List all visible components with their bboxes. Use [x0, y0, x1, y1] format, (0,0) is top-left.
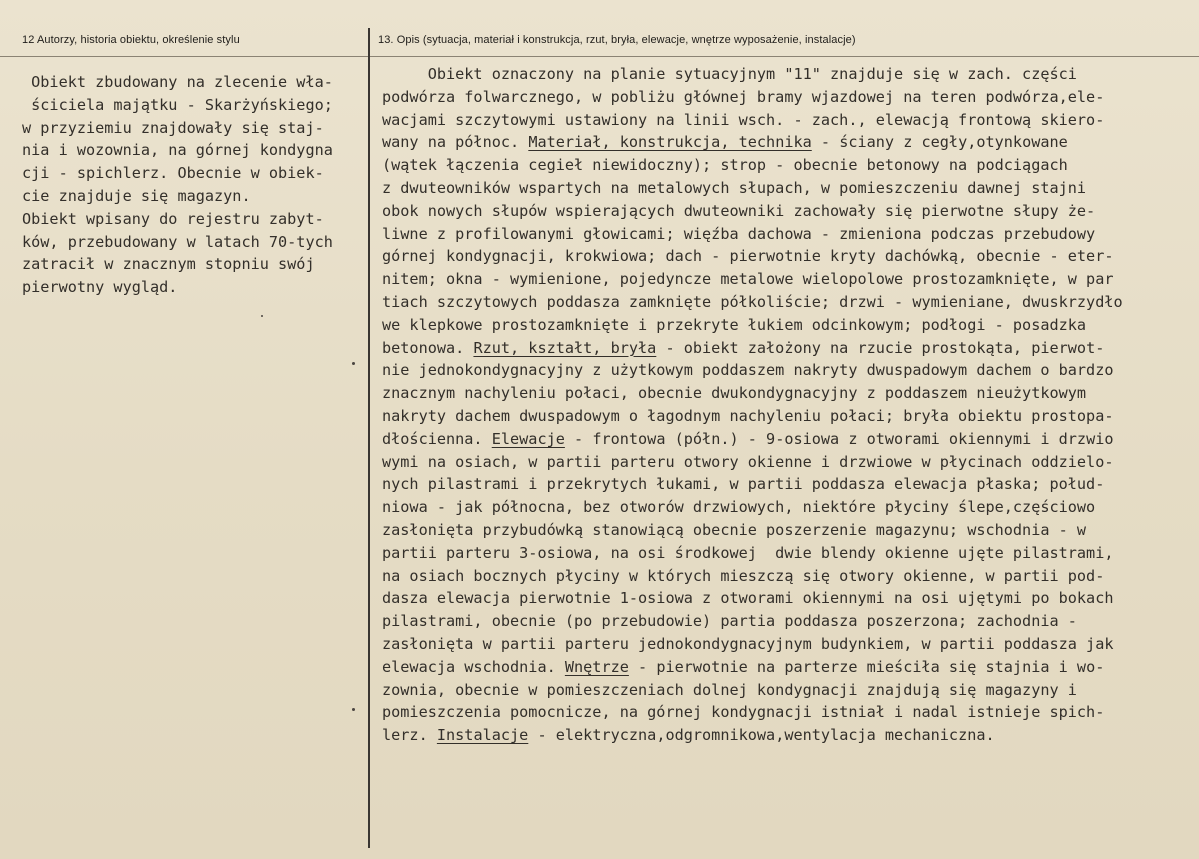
text-line: (wątek łączenia cegieł niewidoczny); strop - obecnie betonowy na podciągach — [382, 156, 1068, 175]
text-line: tiach szczytowych poddasza zamknięte półkoliście; drzwi - wymieniane, dwuskrzydło — [382, 292, 1123, 311]
text-line: zownia, obecnie w pomieszczeniach dolnej kondygnacji znajdują się magazyny i — [382, 680, 1077, 699]
text-line: z dwuteowników wspartych na metalowych słupach, w pomieszczeniu dawnej stajni — [382, 178, 1087, 197]
text-line: ków, przebudowany w latach 70-tych — [22, 232, 333, 251]
text-line: wacjami szczytowymi ustawiony na linii wsch. - zach., elewacją frontową skiero- — [382, 110, 1105, 129]
text-line: nitem; okna - wymienione, pojedyncze metalowe wielopolowe prostozamknięte, w par — [382, 270, 1114, 289]
section-keyword: Rzut, kształt, bryła — [473, 338, 657, 357]
text-line: wymi na osiach, w partii parteru otwory okienne i drzwiowe w płycinach oddzielo- — [382, 452, 1114, 471]
text-line: w przyziemiu znajdowały się staj- — [22, 118, 324, 137]
text-line: cji - spichlerz. Obecnie w obiek- — [22, 164, 324, 183]
text-line: Obiekt wpisany do rejestru zabyt- — [22, 209, 324, 228]
ink-speck — [261, 315, 263, 317]
text-line: nie jednokondygnacyjny z użytkowym poddaszem nakryty dwuspadowym dachem o bardzo — [382, 361, 1114, 380]
text-line: wany na północ. Materiał, konstrukcja, technika - ściany z cegły,otynkowane — [382, 133, 1068, 152]
text-line: znacznym nachyleniu połaci, obecnie dwukondygnacyjny z poddaszem nieużytkowym — [382, 384, 1087, 403]
text-line: cie znajduje się magazyn. — [22, 186, 251, 205]
text-line: ściciela majątku - Skarżyńskiego; — [22, 95, 333, 114]
section-12-header: 12 Autorzy, historia obiektu, określenie stylu — [22, 34, 240, 46]
text-line: elewacja wschodnia. Wnętrze - pierwotnie na parterze mieściła się stajnia i wo- — [382, 657, 1105, 676]
text-line: betonowa. Rzut, kształt, bryła - obiekt założony na rzucie prostokąta, pierwot- — [382, 338, 1105, 357]
text-line: pilastrami, obecnie (po przebudowie) partia poddasza poszerzona; zachodnia - — [382, 612, 1077, 631]
text-line: pomieszczenia pomocnicze, na górnej kondygnacji istniał i nadal istnieje spich- — [382, 703, 1105, 722]
text-line: zasłonięta w partii parteru jednokondygnacyjnym budynkiem, w partii poddasza jak — [382, 634, 1114, 653]
text-line: niowa - jak północna, bez otworów drzwiowych, niektóre płyciny ślepe,częściowo — [382, 498, 1096, 517]
text-line: liwne z profilowanymi głowicami; więźba dachowa - zmieniona podczas przebudowy — [382, 224, 1096, 243]
text-line: obok nowych słupów wspierających dwuteowniki zachowały się pierwotne słupy że- — [382, 201, 1096, 220]
text-line: nakryty dachem dwuspadowym o łagodnym nachyleniu połaci; bryła obiektu prostopa- — [382, 406, 1114, 425]
text-line: Obiekt zbudowany na zlecenie wła- — [22, 73, 333, 91]
text-line: pierwotny wygląd. — [22, 278, 178, 297]
ink-speck — [352, 708, 355, 711]
section-keyword: Wnętrze — [564, 657, 629, 676]
text-line: zasłonięta przybudówką stanowiącą obecnie poszerzenie magazynu; wschodnia - w — [382, 520, 1087, 539]
section-keyword: Materiał, konstrukcja, technika — [528, 133, 812, 152]
text-line: lerz. Instalacje - elektryczna,odgromnikowa,wentylacja mechaniczna. — [382, 726, 995, 745]
text-line: we klepkowe prostozamknięte i przekryte łukiem odcinkowym; podłogi - posadzka — [382, 315, 1087, 334]
section-13-header: 13. Opis (sytuacja, materiał i konstrukcja, rzut, bryła, elewacje, wnętrze wyposażenie, instalacje) — [378, 34, 856, 46]
description-text — [382, 63, 1123, 747]
text-line: dłościenna. Elewacje - frontowa (półn.) - 9-osiowa z otworami okiennymi i drzwio — [382, 429, 1114, 448]
history-text — [22, 71, 333, 299]
text-line: partii parteru 3-osiowa, na osi środkowej dwie blendy okienne ujęte pilastrami, — [382, 543, 1114, 562]
text-line: Obiekt oznaczony na planie sytuacyjnym "11" znajduje się w zach. części — [382, 65, 1077, 83]
column-divider — [368, 28, 370, 848]
text-line: zatracił w znacznym stopniu swój — [22, 255, 315, 274]
text-line: na osiach bocznych płyciny w których mieszczą się otwory okienne, w partii pod- — [382, 566, 1105, 585]
ink-speck — [352, 362, 355, 365]
text-line: górnej kondygnacji, krokwiowa; dach - pierwotnie kryty dachówką, obecnie - eter- — [382, 247, 1114, 266]
text-line: nych pilastrami i przekrytych łukami, w partii poddasza elewacja płaska; połud- — [382, 475, 1105, 494]
section-keyword: Elewacje — [491, 429, 565, 448]
text-line: dasza elewacja pierwotnie 1-osiowa z otworami okiennymi na osi ujętymi po bokach — [382, 589, 1114, 608]
section-keyword: Instalacje — [436, 726, 529, 745]
text-line: podwórza folwarcznego, w pobliżu głównej bramy wjazdowej na teren podwórza,ele- — [382, 87, 1105, 106]
text-line: nia i wozownia, na górnej kondygna — [22, 141, 333, 160]
